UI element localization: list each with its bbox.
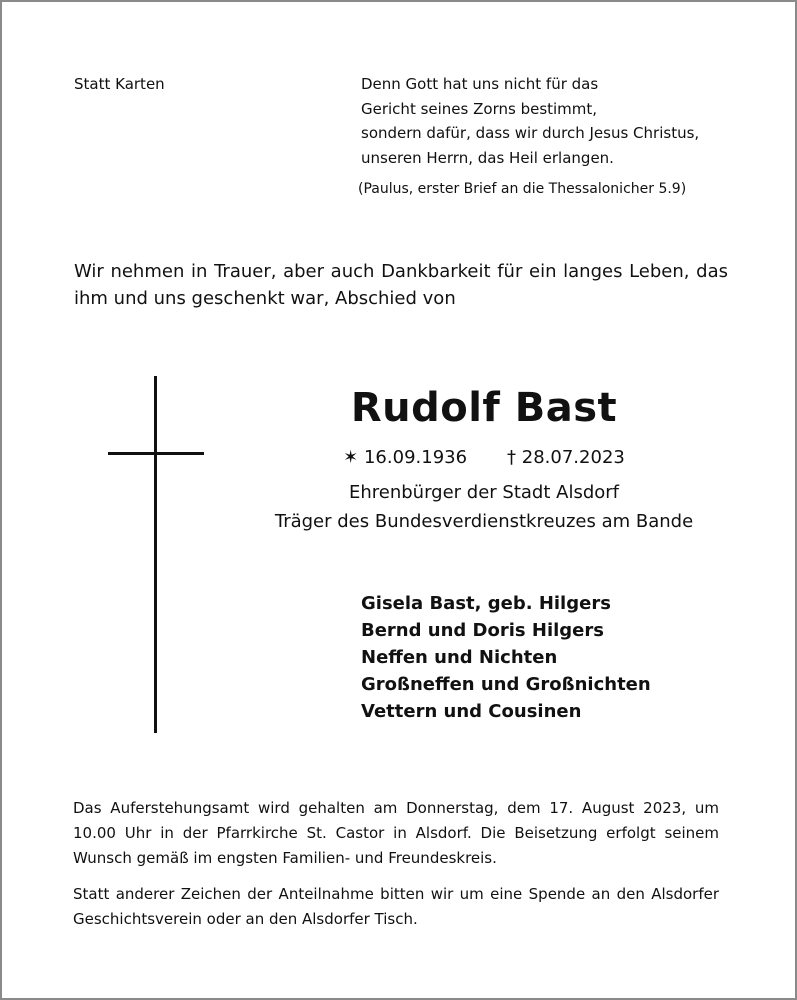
verse-citation: (Paulus, erster Brief an die Thessalonicher 5.9) (358, 181, 687, 197)
service-info: Das Auferstehungsamt wird gehalten am Donnerstag, dem 17. August 2023, um 10.00 Uhr in der Pfarrkirche St. Castor in Alsdorf. Die Beisetzung erfolgt seinem Wunsch gemäß im engsten Familien- und Freundeskreis. (73, 799, 719, 867)
donation-request: Statt anderer Zeichen der Anteilnahme bitten wir um eine Spende an den Alsdorfer Geschichtsverein oder an den Alsdorfer Tisch. (73, 885, 719, 928)
birth-date: 16.09.1936 (363, 447, 468, 468)
verse-line: Denn Gott hat uns nicht für das (361, 75, 599, 93)
honor-line: Träger des Bundesverdienstkreuzes am Bande (274, 511, 694, 532)
bible-verse (361, 72, 699, 170)
mourner-line: Bernd und Doris Hilgers (361, 620, 604, 641)
intro-text: Wir nehmen in Trauer, aber auch Dankbarkeit für ein langes Leben, das ihm und uns geschenkt war, Abschied von (74, 261, 728, 309)
mourner-line: Neffen und Nichten (361, 647, 558, 668)
verse-line: Gericht seines Zorns bestimmt, (361, 99, 598, 118)
verse-line: unseren Herrn, das Heil erlangen. (361, 148, 614, 167)
verse-line: sondern dafür, dass wir durch Jesus Christus, (361, 124, 700, 142)
mourner-line: Gisela Bast, geb. Hilgers (361, 593, 611, 614)
mourner-line: Großneffen und Großnichten (361, 674, 651, 695)
death-date: 28.07.2023 (521, 447, 625, 468)
cross-icon (154, 376, 157, 733)
deceased-name: Rudolf Bast (350, 385, 618, 431)
life-dates (270, 447, 698, 468)
honor-line: Ehrenbürger der Stadt Alsdorf (348, 482, 620, 503)
cross-icon-beam (108, 452, 204, 455)
death-dagger-icon: † (507, 447, 517, 468)
mourners-list (361, 590, 651, 725)
statt-karten-label: Statt Karten (74, 75, 165, 93)
mourner-line: Vettern und Cousinen (361, 701, 582, 722)
birth-star-icon: ✶ (343, 447, 359, 468)
honors (270, 478, 698, 536)
